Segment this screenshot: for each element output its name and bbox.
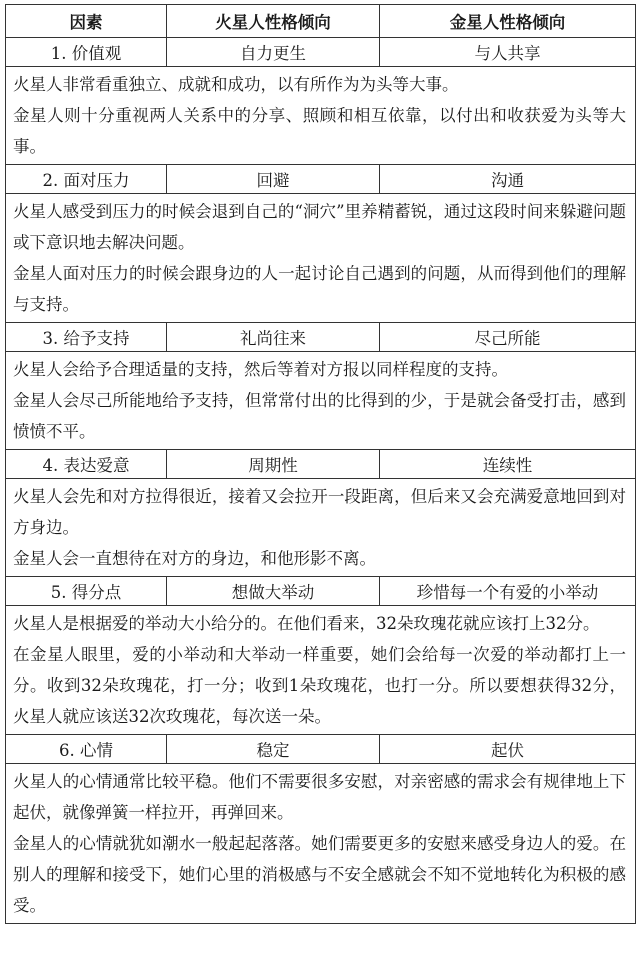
factor-name: 3. 给予支持	[6, 323, 167, 352]
mars-description: 火星人是根据爱的举动大小给分的。在他们看来，32朵玫瑰花就应该打上32分。	[13, 614, 600, 633]
header-row	[6, 5, 636, 38]
description-row	[6, 479, 636, 577]
description-cell	[6, 67, 636, 165]
mars-tendency: 自力更生	[167, 38, 380, 67]
factor-row	[6, 38, 636, 67]
factor-name: 1. 价值观	[6, 38, 167, 67]
venus-description: 在金星人眼里，爱的小举动和大举动一样重要，她们会给每一次爱的举动都打上一分。收到32朵玫瑰花，打一分；收到1朵玫瑰花，也打一分。所以要想获得32分，火星人就应该送32次玫瑰花，每次送一朵。	[13, 645, 626, 726]
mars-tendency: 回避	[167, 165, 380, 194]
header-mars: 火星人性格倾向	[167, 5, 380, 38]
mars-description: 火星人会先和对方拉得很近，接着又会拉开一段距离，但后来又会充满爱意地回到对方身边。	[13, 487, 626, 537]
venus-tendency: 尽己所能	[380, 323, 636, 352]
mars-description: 火星人会给予合理适量的支持，然后等着对方报以同样程度的支持。	[13, 360, 508, 379]
mars-tendency: 稳定	[167, 735, 380, 764]
venus-description: 金星人面对压力的时候会跟身边的人一起讨论自己遇到的问题，从而得到他们的理解与支持。	[13, 264, 626, 314]
header-factor: 因素	[6, 5, 167, 38]
description-row	[6, 352, 636, 450]
factor-row	[6, 735, 636, 764]
description-cell	[6, 764, 636, 924]
factor-name: 6. 心情	[6, 735, 167, 764]
factor-row	[6, 450, 636, 479]
mars-description: 火星人的心情通常比较平稳。他们不需要很多安慰，对亲密感的需求会有规律地上下起伏，就像弹簧一样拉开，再弹回来。	[13, 772, 626, 822]
description-cell	[6, 606, 636, 735]
venus-tendency: 与人共享	[380, 38, 636, 67]
venus-tendency: 珍惜每一个有爱的小举动	[380, 577, 636, 606]
description-row	[6, 764, 636, 924]
description-row	[6, 194, 636, 323]
description-row	[6, 606, 636, 735]
description-row	[6, 67, 636, 165]
description-cell	[6, 194, 636, 323]
header-venus: 金星人性格倾向	[380, 5, 636, 38]
description-cell	[6, 479, 636, 577]
venus-tendency: 沟通	[380, 165, 636, 194]
factor-row	[6, 323, 636, 352]
factor-name: 4. 表达爱意	[6, 450, 167, 479]
mars-tendency: 想做大举动	[167, 577, 380, 606]
comparison-table	[5, 4, 636, 924]
factor-name: 2. 面对压力	[6, 165, 167, 194]
venus-description: 金星人则十分重视两人关系中的分享、照顾和相互依靠，以付出和收获爱为头等大事。	[13, 106, 626, 156]
venus-description: 金星人会尽己所能地给予支持，但常常付出的比得到的少，于是就会备受打击，感到愤愤不平。	[13, 391, 626, 441]
factor-name: 5. 得分点	[6, 577, 167, 606]
mars-tendency: 礼尚往来	[167, 323, 380, 352]
description-cell	[6, 352, 636, 450]
mars-description: 火星人非常看重独立、成就和成功，以有所作为为头等大事。	[13, 75, 459, 94]
venus-description: 金星人的心情就犹如潮水一般起起落落。她们需要更多的安慰来感受身边人的爱。在别人的理解和接受下，她们心里的消极感与不安全感就会不知不觉地转化为积极的感受。	[13, 834, 626, 915]
venus-tendency: 连续性	[380, 450, 636, 479]
venus-tendency: 起伏	[380, 735, 636, 764]
factor-row	[6, 165, 636, 194]
mars-tendency: 周期性	[167, 450, 380, 479]
venus-description: 金星人会一直想待在对方的身边，和他形影不离。	[13, 549, 376, 568]
factor-row	[6, 577, 636, 606]
mars-description: 火星人感受到压力的时候会退到自己的“洞穴”里养精蓄锐，通过这段时间来躲避问题或下意识地去解决问题。	[13, 202, 626, 252]
